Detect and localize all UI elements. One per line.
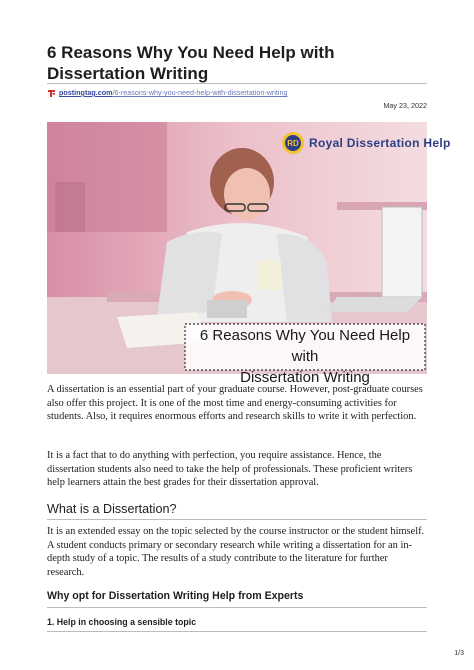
hero-caption-line-1: 6 Reasons Why You Need Help with [199,327,411,365]
subheading-choosing-topic: 1. Help in choosing a sensible topic [47,617,197,627]
intro-paragraph: A dissertation is an essential part of your graduate course. However, post-graduate courses also offer this project. It is one of the most time and energy-consuming activities for students. Also, it requires enormous efforts and research skills to write it with perfection. [47,384,423,423]
logo-badge-text: RD [287,139,299,148]
section-divider [47,519,427,520]
hero-caption [185,325,425,388]
hero-caption-line-2: Dissertation Writing [240,369,370,386]
posting-tag-icon [47,89,56,98]
section-heading-what-is: What is a Dissertation? [47,502,177,516]
publish-date: May 23, 2022 [383,101,427,110]
article-title: 6 Reasons Why You Need Help with Dissertation Writing [47,43,335,83]
section-heading-why-opt: Why opt for Dissertation Writing Help from Experts [47,590,304,602]
source-link[interactable] [47,87,287,99]
brand-name: Royal Dissertation Help [309,136,451,150]
page-number: 1/3 [454,650,464,657]
source-path[interactable]: /6-reasons-why-you-need-help-with-dissertation-writing [112,88,288,97]
brand-logo [305,130,451,156]
title-divider [47,83,427,84]
definition-paragraph: It is an extended essay on the topic selected by the course instructor or the student himself. A student conducts primary or secondary research while writing a dissertation for an in-depth study of a topic. The results of a study contribute to the literature for further research. [47,526,425,578]
hero-image [47,122,451,386]
subsection-divider [47,607,427,608]
assistance-paragraph: It is a fact that to do anything with perfection, you require assistance. Hence, the dissertation students also need to take the help of professionals. These proficient writers help learners attain the best grades for their dissertation approval. [47,450,413,489]
subheading-divider [47,631,427,632]
source-domain[interactable]: postingtag.com [59,88,113,97]
